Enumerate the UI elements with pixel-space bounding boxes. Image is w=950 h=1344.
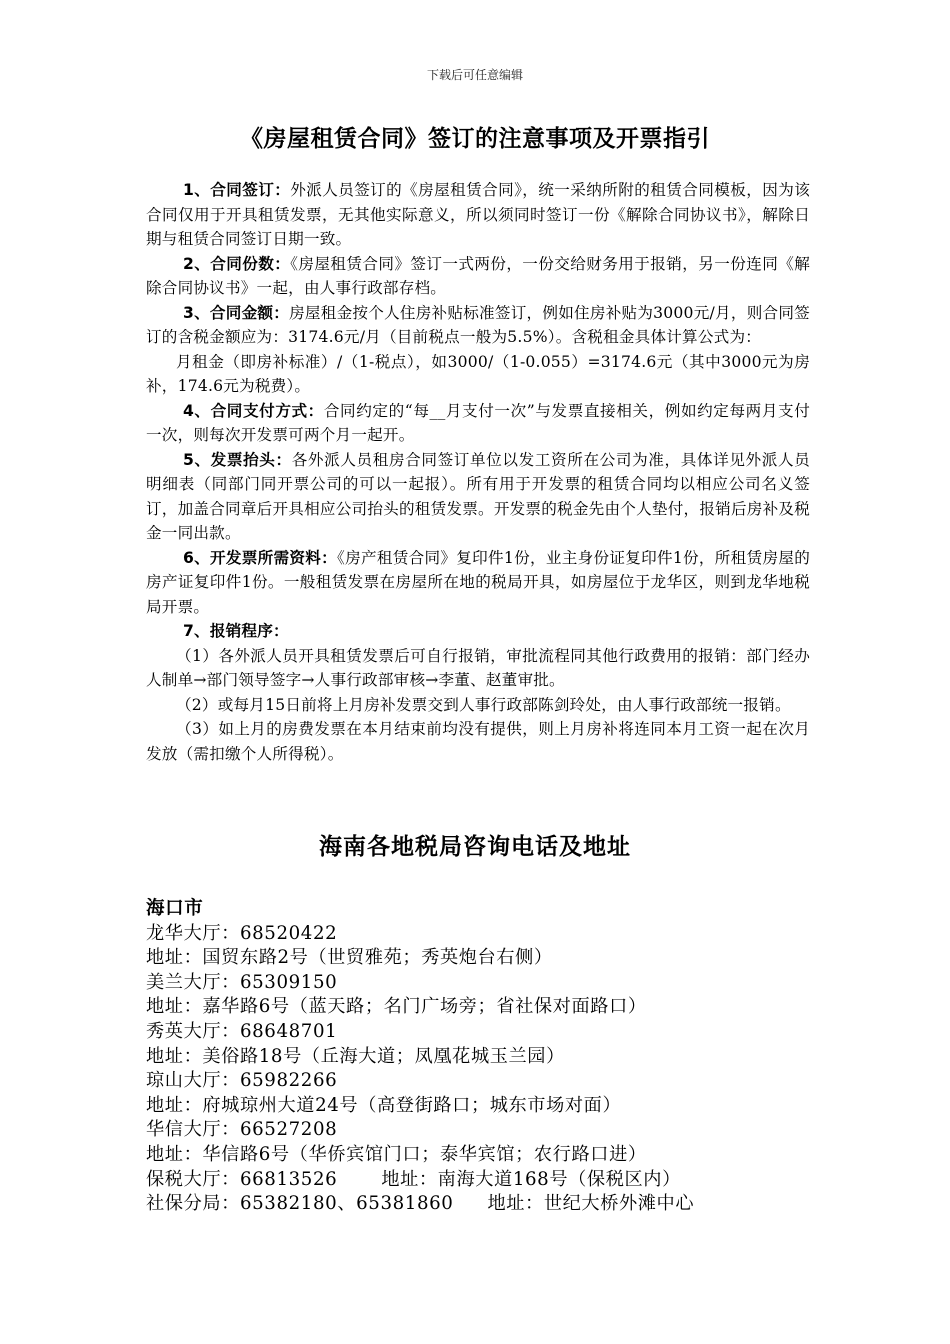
baoshui-phone: 保税大厅：66813526 (146, 1168, 338, 1190)
section-7-item: （3）如上月的房费发票在本月结束前均没有提供，则上月房补将连同本月工资一起在次月发放（需扣缴个人所得税）。 (146, 720, 810, 763)
section-1 (146, 178, 810, 252)
office-line: 地址：嘉华路6号（蓝天路；名门广场旁；省社保对面路口） (146, 996, 647, 1018)
section-3 (146, 301, 810, 350)
city-heading: 海口市 (146, 898, 204, 919)
office-line: 龙华大厅：68520422 (146, 922, 338, 944)
header-note: 下载后可任意编辑 (426, 68, 523, 82)
section-5 (146, 448, 810, 546)
section-1-heading: 1、合同签订： (183, 181, 291, 199)
shebao-address: 地址：世纪大桥外滩中心 (487, 1193, 695, 1215)
office-line-baoshui (146, 1168, 846, 1193)
section-6-heading: 6、开发票所需资料： (183, 548, 338, 567)
section-7-item: （1）各外派人员开具租赁发票后可自行报销，审批流程同其他行政费用的报销：部门经办人制单→部门领导签字→人事行政部审核→李董、赵董审批。 (146, 646, 810, 689)
section-2-heading: 2、合同份数： (183, 254, 291, 273)
office-line: 秀英大厅：68648701 (146, 1020, 338, 1042)
page-title: 《房屋租赁合同》签订的注意事项及开票指引 (240, 125, 710, 152)
office-line: 地址：美俗路18号（丘海大道；凤凰花城玉兰园） (146, 1045, 565, 1067)
section-3-formula: 月租金（即房补标准）/（1-税点），如3000/（1-0.055）=3174.6元（其中3000元为房补，174.6元为税费）。 (146, 352, 810, 395)
section-5-heading: 5、发票抬头： (183, 450, 292, 469)
office-line: 地址：华信路6号（华侨宾馆门口；泰华宾馆；农行路口进） (146, 1143, 647, 1165)
section-5-text: 各外派人员租房合同签订单位以发工资所在公司为准，具体详见外派人员明细表（同部门同开票公司的可以一起报）。所有用于开发票的租赁合同均以相应公司名义签订，加盖合同章后开具相应公司抬头的租赁发票。开发票的税金先由个人垫付，报销后房补及税金一同出款。 (146, 450, 810, 542)
section-2 (146, 252, 810, 301)
section-6-text: 《房产租赁合同》复印件1份，业主身份证复印件1份，所租赁房屋的房产证复印件1份。一般租赁发票在房屋所在地的税局开具，如房屋位于龙华区，则到龙华地税局开票。 (146, 548, 810, 616)
section-4 (146, 399, 810, 448)
office-line-shebao (146, 1192, 846, 1217)
section-7-item: （2）或每月15日前将上月房补发票交到人事行政部陈剑玲处，由人事行政部统一报销。 (176, 695, 791, 714)
section-3-text: 房屋租金按个人住房补贴标准签订，例如住房补贴为3000元/月，则合同签订的含税金额应为：3174.6元/月（目前税点一般为5.5%）。含税租金具体计算公式为： (146, 303, 810, 346)
office-line: 琼山大厅：65982266 (146, 1070, 338, 1092)
section-4-text: 合同约定的“每__月支付一次”与发票直接相关，例如约定每两月支付一次，则每次开发票可两个月一起开。 (146, 401, 810, 444)
notice-body (146, 178, 810, 766)
tax-office-list (146, 897, 846, 1217)
section-6 (146, 546, 810, 620)
office-line: 华信大厅：66527208 (146, 1119, 338, 1141)
section-2-text: 《房屋租赁合同》签订一式两份，一份交给财务用于报销，另一份连同《解除合同协议书》一起，由人事行政部存档。 (146, 254, 810, 297)
section-1-text: 外派人员签订的《房屋租赁合同》，统一采纳所附的租赁合同模板，因为该合同仅用于开具租赁发票，无其他实际意义，所以须同时签订一份《解除合同协议书》，解除日期与租赁合同签订日期一致。 (146, 181, 810, 248)
section-7 (146, 619, 810, 644)
section-3-heading: 3、合同金额： (183, 303, 290, 322)
baoshui-address: 地址：南海大道168号（保税区内） (381, 1168, 681, 1190)
office-line: 地址：国贸东路2号（世贸雅苑；秀英炮台右侧） (146, 947, 553, 969)
section-7-heading: 7、报销程序： (183, 622, 289, 640)
shebao-phone: 社保分局：65382180、65381860 (146, 1193, 454, 1215)
office-line: 地址：府城琼州大道24号（高登街路口；城东市场对面） (146, 1094, 622, 1116)
section-title-tax-offices: 海南各地税局咨询电话及地址 (319, 833, 631, 860)
office-line: 美兰大厅：65309150 (146, 971, 338, 993)
section-4-heading: 4、合同支付方式： (183, 401, 324, 420)
